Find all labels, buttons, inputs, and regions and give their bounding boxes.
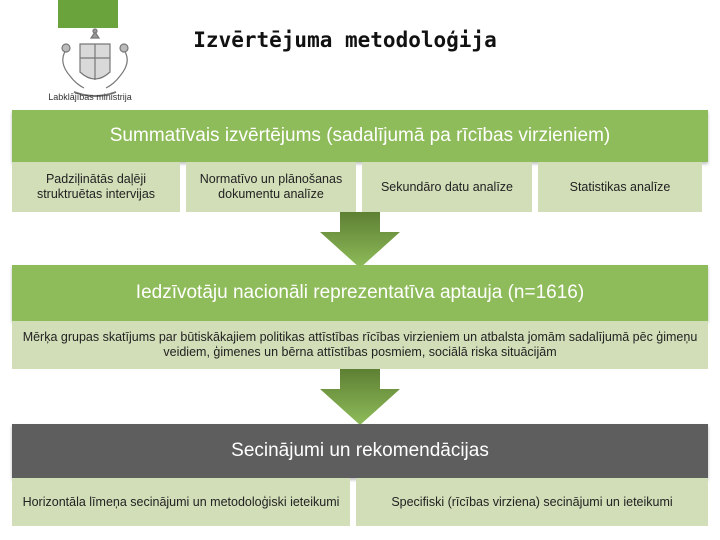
down-arrow-icon bbox=[318, 369, 402, 425]
method-label: Normatīvo un plānošanas dokumentu analīze bbox=[199, 172, 343, 201]
stage2-description: Mērķa grupas skatījums par būtiskākajiem politikas attīstības rīcības virzieniem un atbalsta jomām sadalījumā pēc ģimeņu veidiem, ģimenes un bērna attīstības posmiem, sociālā riska situācijām bbox=[22, 330, 698, 359]
method-label: Statistikas analīze bbox=[569, 179, 671, 194]
stage2-heading: Iedzīvotāju nacionāli reprezentatīva aptauja (n=1616) bbox=[135, 282, 585, 303]
stage1-heading-band bbox=[12, 110, 708, 162]
stage1-methods-row bbox=[12, 162, 708, 212]
method-cell-documents bbox=[186, 162, 356, 212]
page-title: Izvērtējuma metodoloģija bbox=[193, 28, 497, 52]
method-cell-statistics bbox=[538, 162, 702, 212]
stage3-heading-band bbox=[12, 424, 708, 478]
stage1-heading: Summatīvais izvērtējums (sadalījumā pa rīcības virzieniem) bbox=[109, 125, 611, 146]
stage3-outputs-row bbox=[12, 478, 708, 526]
output-label: Specifiski (rīcības virziena) secinājumi un ieteikumi bbox=[391, 494, 673, 509]
stage2-heading-band bbox=[12, 265, 708, 321]
method-cell-secondary-data bbox=[362, 162, 532, 212]
method-label: Padziļinātās daļēji struktruētas intervijas bbox=[36, 172, 156, 201]
output-cell-specific bbox=[356, 478, 708, 526]
method-cell-interviews bbox=[12, 162, 180, 212]
top-accent-bar bbox=[58, 0, 118, 28]
output-cell-horizontal bbox=[12, 478, 350, 526]
down-arrow-icon bbox=[318, 212, 402, 268]
method-label: Sekundāro datu analīze bbox=[380, 179, 514, 194]
stage2-description-box bbox=[12, 321, 708, 369]
output-label: Horizontāla līmeņa secinājumi un metodoloģiski ieteikumi bbox=[22, 494, 340, 509]
stage3-heading: Secinājumi un rekomendācijas bbox=[231, 440, 489, 461]
ministry-name: Labklājības ministrija bbox=[48, 92, 132, 102]
